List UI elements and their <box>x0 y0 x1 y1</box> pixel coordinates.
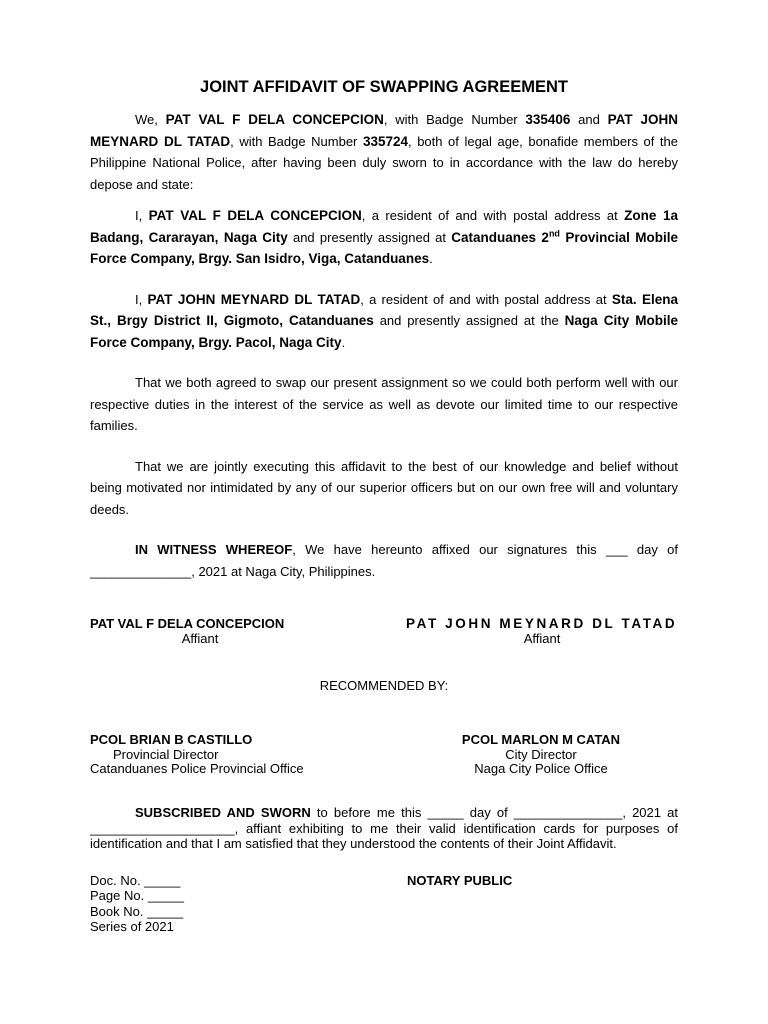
affiant-2-name: PAT JOHN MEYNARD DL TATAD <box>147 291 361 307</box>
intro-text: and <box>570 112 608 127</box>
affiant-1-name: PAT VAL F DELA CONCEPCION <box>165 112 384 127</box>
assignment-text: Provincial Mobile Force Company, Brgy. San Isidro, Viga, Catanduanes <box>90 229 678 266</box>
doc-no: Doc. No. _____ <box>90 872 181 888</box>
affiant-1-name: PAT VAL F DELA CONCEPCION <box>148 208 362 223</box>
recommended-by-label: RECOMMENDED BY: <box>319 678 449 693</box>
badge-number-1: 335406 <box>525 112 571 127</box>
intro-text: , both of legal age, bonafide members of the Philippine National Police, after having been duly sworn to in accordance with the law do hereby depose and state: <box>90 133 678 192</box>
affiant-2-role: Affiant <box>523 631 561 646</box>
affiant-signatures <box>90 616 678 650</box>
intro-text: , with Badge Number <box>230 133 363 149</box>
jurat-paragraph <box>90 805 678 852</box>
affiant-1-signature-name: PAT VAL F DELA CONCEPCION <box>90 616 285 631</box>
para-text: . <box>429 251 433 266</box>
affiant-1-address: Zone 1a Badang, Cararayan, Naga City <box>90 208 678 245</box>
witness-lead: IN WITNESS WHEREOF <box>135 542 293 557</box>
jurat-text: to before me this _____ day of _______________, 2021 at ____________________, affiant exhibiting to me their valid identification cards for purposes of identification and that I am satisfied that they understood the contents of their Joint Affidavit. <box>90 805 678 851</box>
affiant-2-address: Sta. Elena St., Brgy District II, Gigmoto, Catanduanes <box>90 291 679 328</box>
register-entries <box>90 873 184 935</box>
para-text: , a resident of and with postal address at <box>361 208 625 223</box>
recommender-signatures <box>90 733 678 779</box>
page-no: Page No. _____ <box>90 888 184 903</box>
para-text: . <box>341 334 346 350</box>
notarial-register <box>90 873 678 933</box>
affiant-2-paragraph <box>90 289 678 354</box>
jurat-lead: SUBSCRIBED AND SWORN <box>135 805 311 820</box>
document-title: JOINT AFFIDAVIT OF SWAPPING AGREEMENT <box>200 78 568 96</box>
recommender-2-block <box>450 733 632 777</box>
para-text: I, <box>135 291 148 307</box>
affidavit-document <box>90 70 678 933</box>
affiant-1-signature-block <box>90 616 310 646</box>
recommender-1-office: Catanduanes Police Provincial Office <box>90 761 304 776</box>
recommender-2-office: Naga City Police Office <box>474 761 608 776</box>
intro-text: , with Badge Number <box>383 112 526 127</box>
series: Series of 2021 <box>90 919 174 934</box>
recommender-1-block <box>90 733 330 777</box>
para-text: and presently assigned at <box>287 229 452 245</box>
recommender-2-name: PCOL MARLON M CATAN <box>461 732 621 747</box>
affiant-2-assignment: Naga City Mobile Force Company, Brgy. Pacol, Naga City <box>90 313 679 350</box>
ordinal-suffix: nd <box>548 228 560 238</box>
badge-number-2: 335724 <box>362 133 409 149</box>
affiant-1-paragraph <box>90 205 678 270</box>
recommender-2-title: City Director <box>505 746 577 762</box>
affiant-2-name: PAT JOHN MEYNARD DL TATAD <box>90 112 678 149</box>
para-text: I, <box>135 208 149 223</box>
book-no: Book No. _____ <box>90 903 184 919</box>
agreement-paragraph: That we both agreed to swap our present assignment so we could both perform well with our respective duties in the interest of the service as well as devote our limited time to our respective families. <box>90 375 678 433</box>
voluntary-paragraph: That we are jointly executing this affidavit to the best of our knowledge and belief without being motivated nor intimidated by any of our superior officers but on our own free will and voluntary deeds. <box>90 458 678 517</box>
witness-paragraph <box>90 539 678 582</box>
para-text: , a resident of and with postal address at <box>360 291 612 307</box>
recommender-1-title: Provincial Director <box>113 746 219 762</box>
witness-text: , We have hereunto affixed our signatures this ___ day of ______________, 2021 at Naga City, Philippines. <box>90 542 679 579</box>
para-text: and presently assigned at the <box>373 313 565 328</box>
affiant-1-role: Affiant <box>181 631 219 646</box>
recommender-1-name: PCOL BRIAN B CASTILLO <box>90 732 253 747</box>
notary-public-label: NOTARY PUBLIC <box>407 872 513 888</box>
intro-paragraph <box>90 109 678 195</box>
intro-text: We, <box>135 112 166 127</box>
affiant-2-signature-block <box>406 616 678 646</box>
affiant-2-signature-name: PAT JOHN MEYNARD DL TATAD <box>406 616 678 631</box>
assignment-text: Catanduanes 2 <box>451 229 549 245</box>
